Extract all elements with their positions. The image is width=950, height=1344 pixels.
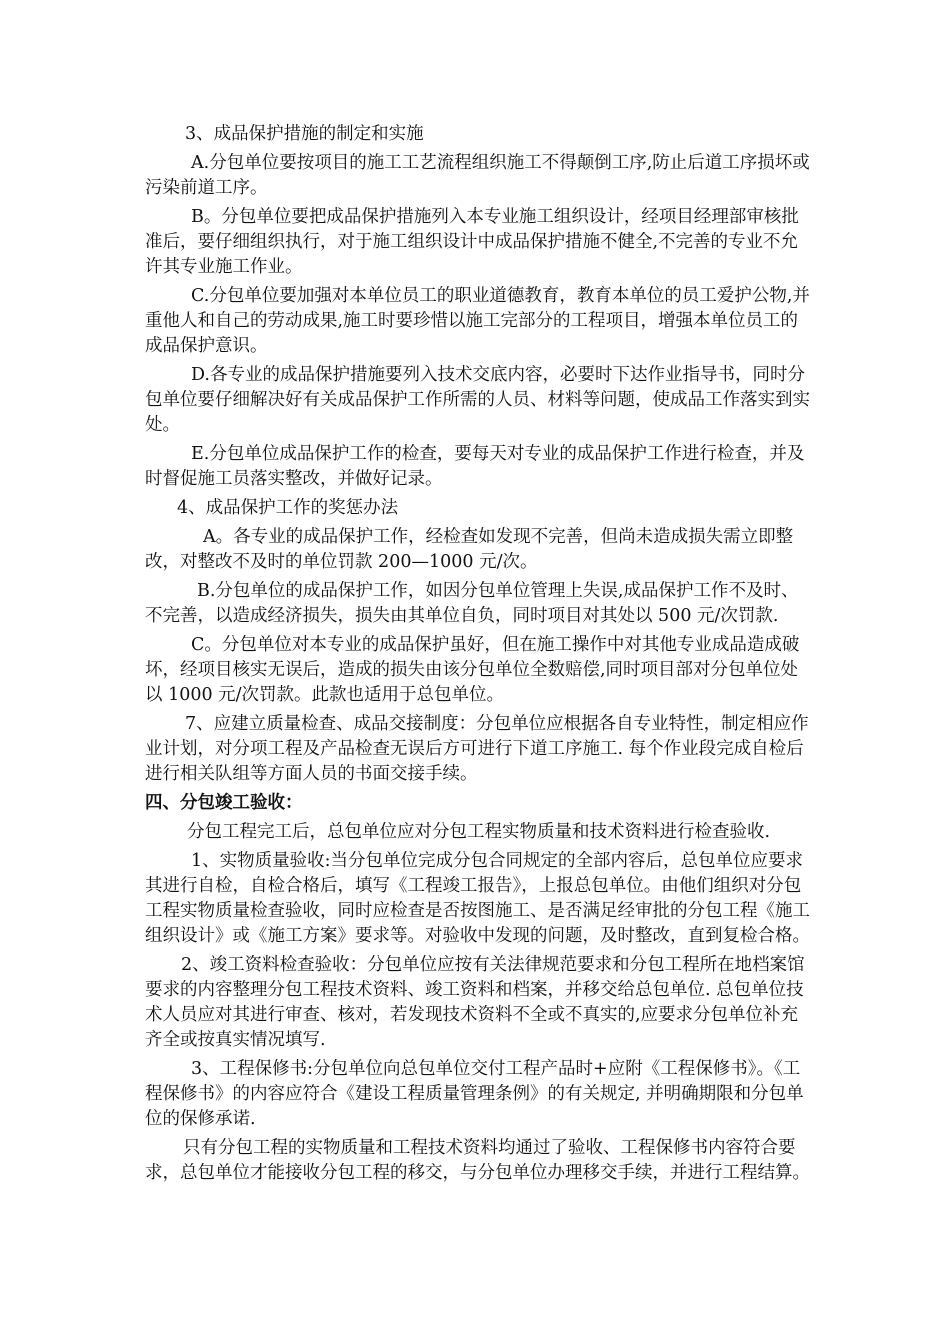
paragraph: 只有分包工程的实物质量和工程技术资料均通过了验收、工程保修书内容符合要求，总包单位才能接收分包工程的移交，与分包单位办理移交手续，并进行工程结算。 [145, 1138, 810, 1183]
paragraph: C.分包单位要加强对本单位员工的职业道德教育，教育本单位的员工爱护公物,并重他人和自己的劳动成果,施工时要珍惜以施工完部分的工程项目，增强本单位员工的成品保护意识。 [145, 286, 810, 356]
paragraph: B.分包单位的成品保护工作，如因分包单位管理上失误,成品保护工作不及时、不完善，以造成经济损失，损失由其单位自负，同时项目对其处以 500 元/次罚款. [145, 581, 799, 626]
paragraph: A。各专业的成品保护工作，经检查如发现不完善，但尚未造成损失需立即整改，对整改不及时的单位罚款 200—1000 元/次。 [145, 527, 794, 572]
paragraph: 2、竣工资料检查验收：分包单位应按有关法律规范要求和分包工程所在地档案馆要求的内容整理分包工程技术资料、竣工资料和档案，并移交给总包单位. 总包单位技术人员应对其进行审查、核对，若发现技术资料不全或不真实的,应要求分包单位补充齐全或按真实情况填写. [145, 955, 805, 1050]
paragraph: 分包工程完工后，总包单位应对分包工程实物质量和技术资料进行检查验收. [187, 822, 771, 842]
paragraph: E.分包单位成品保护工作的检查，要每天对专业的成品保护工作进行检查，并及时督促施工员落实整改，并做好记录。 [145, 444, 805, 489]
section-heading: 四、分包竣工验收： [145, 793, 303, 813]
paragraph: 1、实物质量验收:当分包单位完成分包合同规定的全部内容后，总包单位应要求其进行自检，自检合格后，填写《工程竣工报告》，上报总包单位。由他们组织对分包工程实物质量检查验收，同时应检查是否按图施工、是否满足经审批的分包工程《施工组织设计》或《施工方案》要求等。对验收中发现的问题，及时整改，直到复检合格。 [145, 851, 810, 946]
paragraph: D.各专业的成品保护措施要列入技术交底内容，必要时下达作业指导书，同时分包单位要仔细解决好有关成品保护工作所需的人员、材料等问题，使成品工作落实到实处。 [145, 365, 810, 435]
paragraph: A.分包单位要按项目的施工工艺流程组织施工不得颠倒工序,防止后道工序损坏或污染前道工序。 [145, 153, 810, 198]
section-subheading: 3、成品保护措施的制定和实施 [185, 124, 424, 144]
document-body [145, 122, 810, 1190]
section-subheading: 4、成品保护工作的奖惩办法 [177, 498, 399, 518]
paragraph: C。分包单位对本专业的成品保护虽好，但在施工操作中对其他专业成品造成破坏，经项目核实无误后，造成的损失由该分包单位全数赔偿,同时项目部对分包单位处以 1000 元/次罚款。此款也适用于总包单位。 [145, 635, 800, 705]
paragraph: 3、工程保修书:分包单位向总包单位交付工程产品时+应附《工程保修书》。《工程保修书》的内容应符合《建设工程质量管理条例》的有关规定, 并明确期限和分包单位的保修承诺. [145, 1059, 804, 1129]
paragraph: 7、应建立质量检查、成品交接制度：分包单位应根据各自专业特性，制定相应作业计划，对分项工程及产品检查无误后方可进行下道工序施工. 每个作业段完成自检后进行相关队组等方面人员的书面交接手续。 [145, 714, 809, 784]
paragraph: B。分包单位要把成品保护措施列入本专业施工组织设计，经项目经理部审核批准后，要仔细组织执行，对于施工组织设计中成品保护措施不健全,不完善的专业不允许其专业施工作业。 [145, 207, 799, 277]
